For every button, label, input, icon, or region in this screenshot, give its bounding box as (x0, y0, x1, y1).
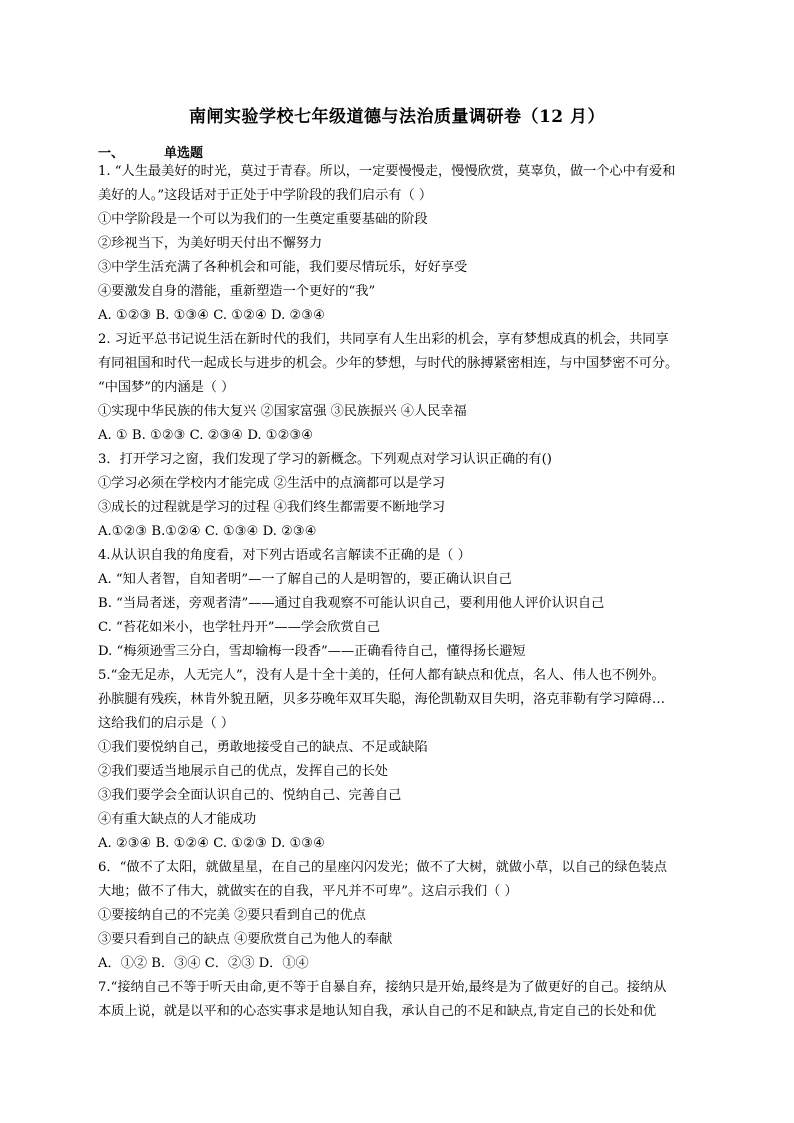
question-text-line: 本质上说，就是以平和的心态实事求是地认知自我，承认自己的不足和缺点,肯定自己的长处和优 (98, 1004, 657, 1019)
options-line: A. ①②③ B. ①③④ C. ①②④ D. ②③④ (98, 308, 325, 323)
statement-line: ①我们要悦纳自己，勇敢地接受自己的缺点、不足或缺陷 (98, 740, 428, 755)
section-label: 单选题 (164, 146, 204, 161)
question-text-line: 2. 习近平总书记说生活在新时代的我们，共同享有人生出彩的机会，享有梦想成真的机会，共同享 (98, 332, 669, 347)
question-text-line: 孙膑腿有残疾，林肯外貌丑陋，贝多芬晚年双耳失聪，海伦凯勒双目失明，洛克菲勒有学习障碍… (98, 692, 666, 707)
statement-line: ①要接纳自己的不完美 ②要只看到自己的优点 (98, 908, 366, 923)
statement-line: ③要只看到自己的缺点 ④要欣赏自己为他人的奉献 (98, 932, 393, 947)
options-line: A. ① B. ①②③ C. ②③④ D. ①②③④ (98, 428, 314, 443)
exam-title: 南闸实验学校七年级道德与法治质量调研卷（12 月） (188, 107, 606, 127)
statement-line: ①中学阶段是一个可以为我们的一生奠定重要基础的阶段 (98, 212, 428, 227)
question-text-line: 7.“接纳自己不等于听天由命,更不等于自暴自弃，接纳只是开始,最终是为了做更好的自己。接纳从 (98, 980, 667, 995)
option-line: C. “苔花如米小，也学牡丹开”——学会欣赏自己 (98, 620, 381, 635)
statement-line: ①实现中华民族的伟大复兴 ②国家富强 ③民族振兴 ④人民幸福 (98, 404, 467, 419)
statement-line: ③成长的过程就是学习的过程 ④我们终生都需要不断地学习 (98, 500, 446, 515)
statement-line: ①学习必须在学校内才能完成 ②生活中的点滴都可以是学习 (98, 476, 446, 491)
question-text-line: 有同祖国和时代一起成长与进步的机会。少年的梦想，与时代的脉搏紧密相连，与中国梦密不可分。 (98, 356, 679, 371)
statement-line: ③中学生活充满了各种机会和可能，我们要尽情玩乐，好好享受 (98, 260, 468, 275)
question-text-line: 大地；做不了伟大，就做实在的自我，平凡并不可卑”。这启示我们（ ） (98, 884, 518, 899)
question-text-line: 4.从认识自我的角度看，对下列古语或名言解读不正确的是（ ） (98, 548, 471, 563)
option-line: B. “当局者迷，旁观者清”——通过自我观察不可能认识自己，要利用他人评价认识自己 (98, 596, 605, 611)
options-line: A. ②③④ B. ①②④ C. ①②③ D. ①③④ (98, 836, 325, 851)
question-text-line: “中国梦”的内涵是（ ） (98, 380, 235, 395)
options-line: A.①②③ B.①②④ C. ①③④ D. ②③④ (98, 524, 317, 539)
question-text-line: 3．打开学习之窗，我们发现了学习的新概念。下列观点对学习认识正确的有() (98, 452, 552, 467)
statement-line: ②珍视当下，为美好明天付出不懈努力 (98, 236, 323, 251)
question-text-line: 5.“金无足赤，人无完人”，没有人是十全十美的，任何人都有缺点和优点，名人、伟人也不例外。 (98, 668, 665, 683)
question-text-line: 美好的人。”这段话对于正处于中学阶段的我们启示有（ ） (98, 188, 433, 203)
statement-line: ②我们要适当地展示自己的优点，发挥自己的长处 (98, 764, 389, 779)
statement-line: ④要激发自身的潜能，重新塑造一个更好的“我” (98, 284, 376, 299)
section-number: 一、 (98, 146, 125, 161)
statement-line: ③我们要学会全面认识自己的、悦纳自己、完善自己 (98, 788, 402, 803)
statement-line: ④有重大缺点的人才能成功 (98, 812, 257, 827)
question-text-line: 1. “人生最美好的时光，莫过于青春。所以，一定要慢慢走，慢慢欣赏，莫辜负，做一个心中有爱和 (98, 164, 676, 179)
section-heading (98, 142, 203, 161)
question-text-line: 这给我们的启示是（ ） (98, 716, 235, 731)
question-text-line: 6．“做不了太阳，就做星星，在自己的星座闪闪发光；做不了大树，就做小草，以自己的绿色装点 (98, 860, 668, 875)
option-line: A. “知人者智，自知者明”—一了解自己的人是明智的，要正确认识自己 (98, 572, 512, 587)
option-line: D. “梅须逊雪三分白，雪却输梅一段香”——正确看待自己，懂得扬长避短 (98, 644, 526, 659)
options-line: A．①② B．③④ C．②③ D．①④ (98, 956, 309, 971)
